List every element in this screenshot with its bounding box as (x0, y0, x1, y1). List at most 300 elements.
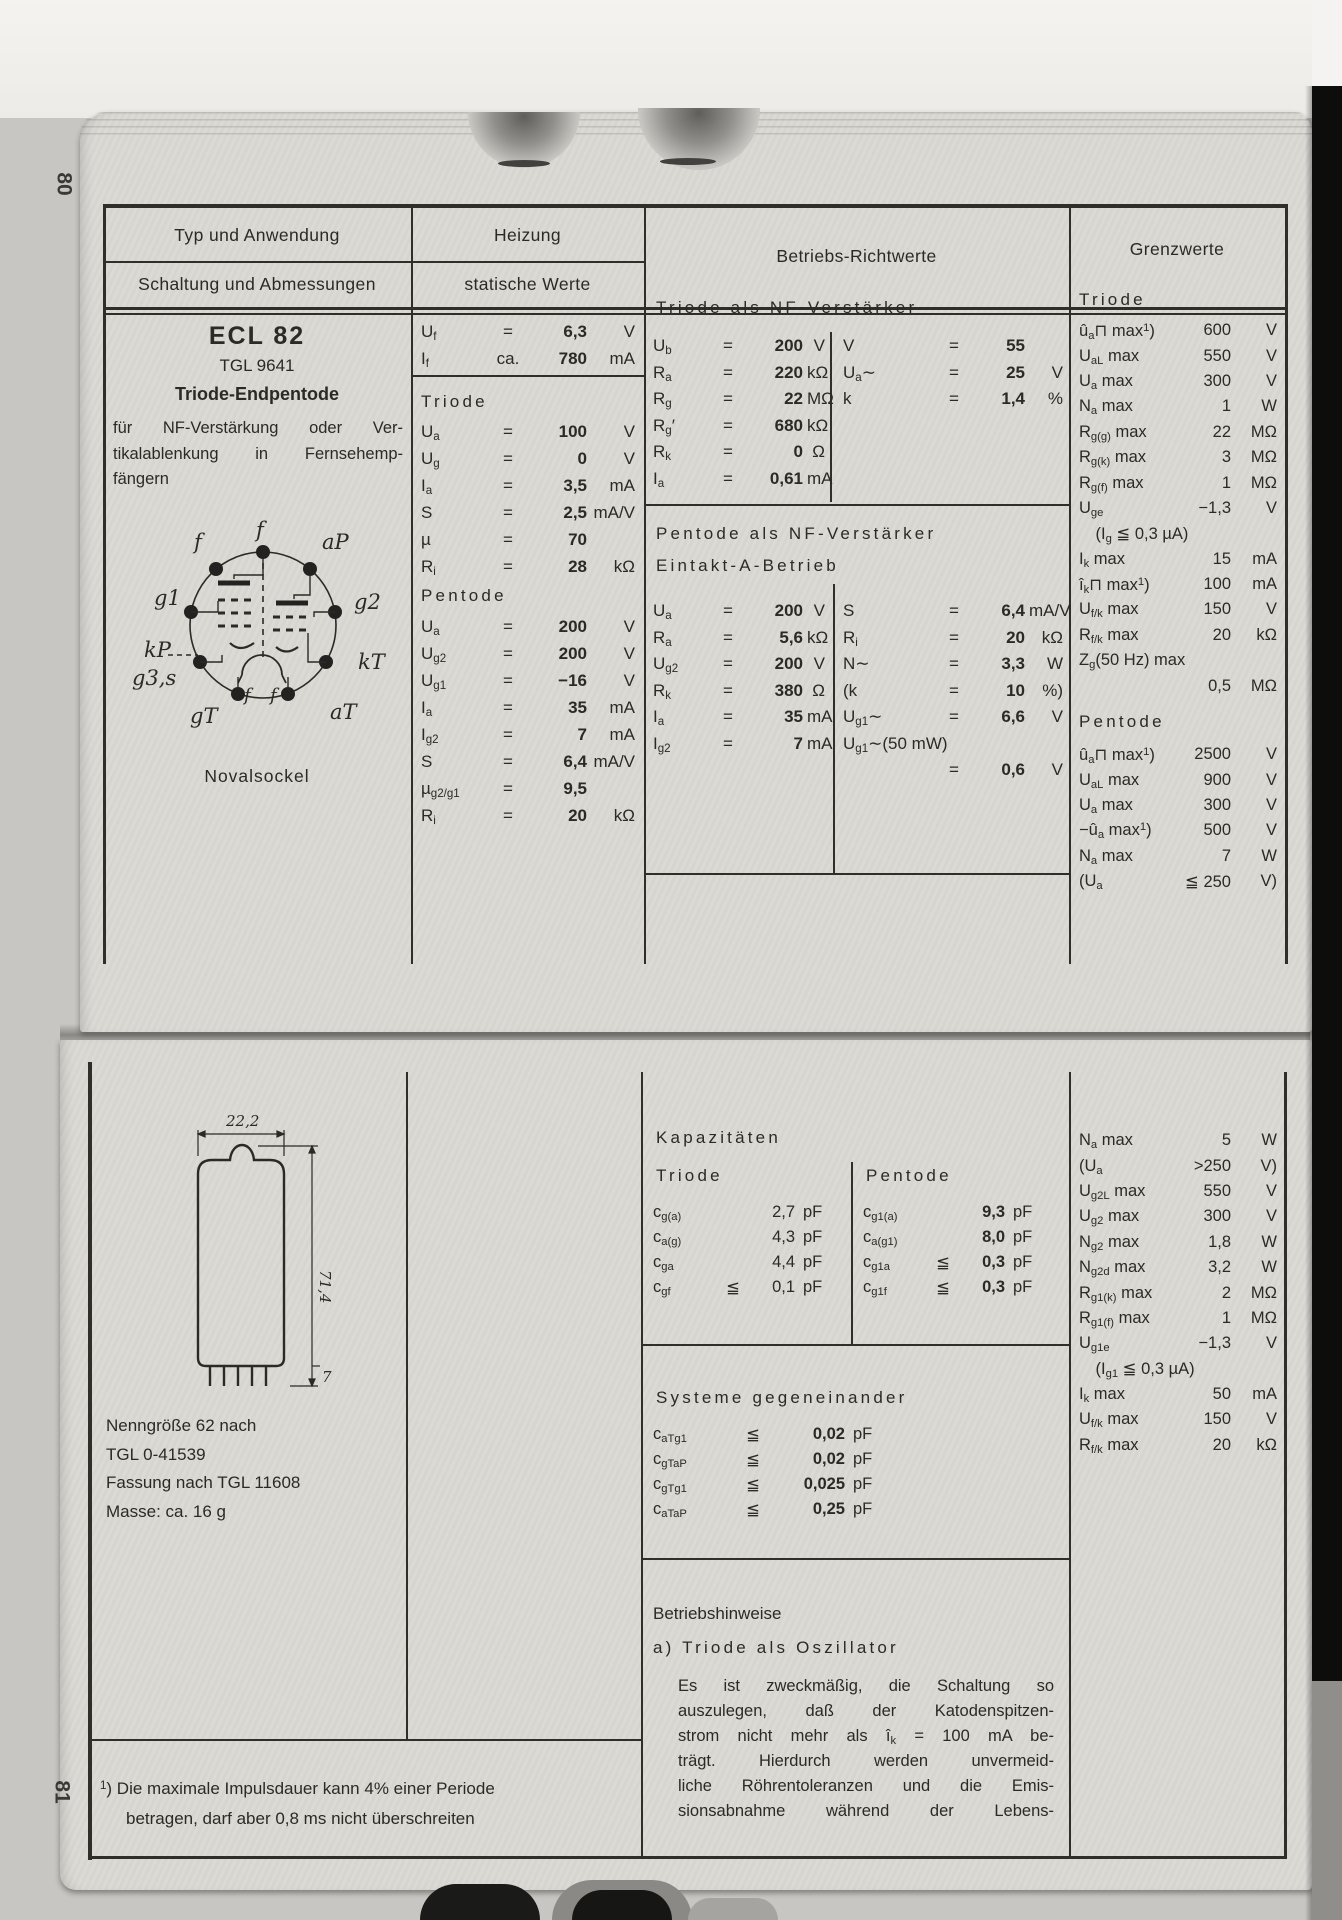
param-value: 0,61 (769, 468, 803, 488)
spec-row (1079, 318, 1277, 343)
pentode-nf-subtitle: Eintakt-A-Betrieb (656, 556, 839, 575)
spec-row (653, 386, 834, 413)
spec-row (653, 598, 825, 625)
param-value: 2,5 (563, 502, 587, 522)
param-value: 7 (793, 733, 803, 753)
nf-block-divider-2 (645, 873, 1069, 875)
param-label: S (843, 601, 855, 621)
param-label: $N_{g2}$ max (1079, 1232, 1140, 1253)
param-unit: kΩ (807, 627, 829, 647)
param-value: 22 (1212, 422, 1231, 441)
param-unit: kΩ (613, 556, 635, 576)
param-unit: W (1261, 1131, 1277, 1150)
spec-row (1079, 673, 1277, 698)
param-unit: Ω (812, 442, 825, 462)
param-value: 3,2 (1208, 1258, 1231, 1277)
grenzwerte-pentode-rows (1079, 742, 1277, 894)
param-unit: pF (1013, 1203, 1033, 1221)
text-line: TGL 0-41539 (106, 1444, 206, 1464)
param-label: $U_{g1e}$ (1079, 1334, 1110, 1355)
spec-row (1079, 470, 1277, 495)
param-relation: = (723, 442, 733, 462)
spec-row (1079, 1179, 1277, 1204)
spec-row (843, 731, 1063, 758)
spec-row (1079, 648, 1277, 673)
notch-shadow-right (660, 158, 716, 165)
spec-row (843, 704, 1063, 731)
param-label: $U_{aL}$ max (1079, 346, 1140, 367)
param-unit: kΩ (1256, 625, 1277, 644)
param-label: $R_{g(k)}$ max (1079, 448, 1147, 468)
param-unit: W (1261, 397, 1277, 416)
param-label: $c_{g(a)}$ (653, 1203, 682, 1223)
param-unit: kΩ (807, 362, 829, 382)
param-value: 0 (577, 448, 587, 468)
param-label: $U_a$ (421, 616, 440, 638)
param-label: (k (843, 680, 858, 700)
param-value: 0,02 (812, 1450, 845, 1468)
param-value: 300 (1203, 795, 1231, 814)
param-relation: = (949, 389, 959, 409)
kapazitaeten-pentode-rows (863, 1200, 1063, 1300)
param-label: µ (421, 529, 431, 549)
param-relation: = (949, 680, 959, 700)
param-unit: V (623, 670, 635, 690)
spec-row (421, 526, 635, 553)
tube-standard: TGL 9641 (219, 356, 295, 375)
param-label: $U_{g2}$ (421, 643, 447, 665)
spec-row (1079, 496, 1277, 521)
param-label: $U_{f/k}$ max (1079, 1410, 1139, 1431)
spec-row (653, 1447, 893, 1472)
param-unit: mA/V (593, 751, 635, 771)
param-unit: % (1047, 389, 1063, 409)
text-line: $^1$) Die maximale Impulsdauer kann 4% einer Periode (100, 1779, 495, 1798)
param-label: $N_a$ max (1079, 1131, 1133, 1151)
spec-row (653, 704, 833, 731)
spec-row (843, 598, 1071, 625)
param-value: 220 (774, 362, 803, 382)
spec-row (653, 731, 833, 758)
param-label: $R_{g(f)}$ max (1079, 473, 1144, 494)
footnote (100, 1774, 640, 1834)
notch-shadow-left (498, 160, 550, 167)
param-relation: = (723, 680, 733, 700)
param-value: 10 (1006, 680, 1025, 700)
param-label: $U_{g2}$ max (1079, 1207, 1140, 1228)
spec-row (653, 678, 825, 705)
pentode-nf-left (653, 598, 833, 757)
param-label: $c_{gTg1}$ (653, 1475, 687, 1495)
param-label: $I_a$ (421, 697, 433, 719)
spec-row (1079, 1357, 1277, 1382)
param-relation: ≦ (936, 1278, 950, 1297)
header-heizung: Heizung (493, 224, 561, 245)
spec-row (653, 360, 829, 387)
param-label: $R_a$ (653, 362, 672, 384)
param-unit: V (623, 421, 635, 441)
spec-row (1079, 343, 1277, 368)
spec-row (421, 472, 635, 499)
text-line: trägt. Hierdurch werden unvermeid- (678, 1752, 1054, 1770)
spec-row (843, 386, 1063, 413)
svg-text:gT: gT (190, 704, 218, 728)
param-relation: = (503, 670, 513, 690)
spec-row (863, 1225, 1063, 1250)
param-relation: = (503, 643, 513, 663)
grenzwerte-triode-title: Triode (1079, 290, 1146, 309)
param-label: $c_{aTaP}$ (653, 1500, 687, 1520)
param-value: 200 (558, 616, 587, 636)
param-unit: mA (609, 697, 635, 717)
pentode-static-values (421, 613, 635, 829)
page-edge-shadow (1305, 86, 1312, 1920)
param-unit: V (623, 321, 635, 341)
param-unit: kΩ (1256, 1435, 1277, 1454)
page-number-80: 80 (52, 172, 76, 196)
param-value: 0,5 (1208, 676, 1231, 695)
grenzwerte-continued-rows (1079, 1128, 1277, 1458)
table80-border-right (1285, 204, 1288, 964)
param-label: N∼ (843, 654, 870, 674)
param-label: $R_{g1(k)}$ max (1079, 1283, 1153, 1304)
param-value: 70 (568, 529, 587, 549)
param-value: 1,4 (1001, 389, 1025, 409)
param-value: −16 (558, 670, 587, 690)
param-label: $c_{ga}$ (653, 1253, 674, 1273)
param-value: 2,7 (772, 1203, 795, 1221)
param-value: 6,3 (563, 321, 587, 341)
text-line: für NF-Verstärkung oder Ver- (113, 419, 403, 437)
param-relation: ≦ (726, 1278, 740, 1297)
param-unit: V (1265, 1410, 1277, 1429)
param-unit: mA (609, 348, 635, 368)
param-value: 300 (1203, 371, 1231, 390)
svg-text:aT: aT (330, 700, 357, 724)
param-label: $c_{a(g1)}$ (863, 1228, 898, 1248)
param-unit: W (1261, 1232, 1277, 1251)
param-label: $û_a⊓$ $\max^1$) (1079, 321, 1155, 342)
param-unit: V (813, 336, 825, 356)
pentode-nf-right (843, 598, 1071, 784)
tube-description (113, 416, 403, 493)
betriebshinweise-title: Betriebshinweise (653, 1604, 782, 1623)
spec-row (1079, 1280, 1277, 1305)
triode-nf-right (843, 333, 1063, 413)
spec-row (1079, 767, 1277, 792)
param-relation: = (503, 421, 513, 441)
param-label: ($U_a$ (1079, 872, 1103, 892)
param-value: 6,4 (1001, 601, 1025, 621)
param-label: $R_{g(g)}$ max (1079, 422, 1147, 443)
nf-block-divider-1 (645, 504, 1069, 506)
param-relation: = (723, 362, 733, 382)
spec-row (843, 625, 1063, 652)
spec-row (863, 1200, 1063, 1225)
scanner-background-top (0, 0, 1342, 118)
param-unit: pF (803, 1203, 823, 1221)
spec-row (421, 318, 635, 345)
scan-edge-white (1312, 0, 1342, 86)
spec-row (863, 1275, 1063, 1300)
heizung-divider (412, 375, 644, 377)
param-value: ≦ 250 (1185, 872, 1231, 891)
param-relation: = (723, 468, 733, 488)
param-value: −1,3 (1198, 1334, 1231, 1353)
param-relation: = (503, 805, 513, 825)
table80-divider-col2 (644, 204, 646, 964)
spec-row (653, 1250, 841, 1275)
param-value: 7 (577, 724, 587, 744)
param-label: $c_{g1f}$ (863, 1278, 887, 1298)
param-value: 6,6 (1001, 707, 1025, 727)
param-label: $c_{gTaP}$ (653, 1450, 687, 1470)
param-unit: mA/V (593, 502, 635, 522)
param-value: 3,5 (563, 475, 587, 495)
param-value: 200 (774, 601, 803, 621)
param-label: $U_{ge}$ (1079, 498, 1104, 519)
param-value: 150 (1203, 600, 1231, 619)
param-relation: = (723, 627, 733, 647)
spec-row (1079, 1128, 1277, 1153)
param-unit: MΩ (807, 389, 834, 409)
param-unit: pF (853, 1450, 873, 1468)
svg-text:aP: aP (322, 530, 349, 554)
heizung-values (421, 318, 635, 372)
param-unit: mA (1252, 1385, 1277, 1404)
param-value: 7 (1221, 846, 1231, 865)
param-value: 35 (568, 697, 587, 717)
param-unit: V (1051, 707, 1063, 727)
spec-row (1079, 869, 1277, 894)
param-relation: ≦ (746, 1500, 760, 1519)
spec-row (1079, 1230, 1277, 1255)
param-label: $-û_a$ $\max^1$) (1079, 821, 1152, 842)
spec-row (653, 466, 833, 493)
svg-text:22,2: 22,2 (226, 1112, 260, 1130)
spec-row (421, 721, 635, 748)
param-value: 380 (774, 680, 803, 700)
spec-row (1079, 1331, 1277, 1356)
param-label: $U_a$ (653, 601, 672, 623)
param-relation: = (949, 601, 959, 621)
spec-row (653, 1497, 893, 1522)
param-unit: V (1265, 821, 1277, 840)
binding-shadow-3 (688, 1898, 778, 1920)
param-label: $R_k$ (653, 442, 672, 464)
param-value: >250 (1193, 1156, 1231, 1175)
svg-text:f: f (256, 518, 264, 542)
grenzwerte-pentode-title: Pentode (1079, 712, 1165, 731)
param-label: $U_{g2}$ (653, 654, 679, 676)
spec-row (1079, 742, 1277, 767)
param-value: 3,3 (1001, 654, 1025, 674)
param-value: 1 (1221, 473, 1231, 492)
param-unit: V (813, 601, 825, 621)
param-label: $U_{g1}\sim$ (843, 707, 883, 729)
table80-divider-col1 (411, 204, 413, 964)
param-unit: V (1051, 760, 1063, 780)
param-label: µ$_{g2/g1}$ (421, 778, 460, 800)
param-value: 550 (1203, 1181, 1231, 1200)
param-relation: = (503, 616, 513, 636)
param-label: $I_{g2}$ (421, 724, 439, 746)
table80-divider-col3 (1069, 204, 1071, 964)
param-relation: = (949, 760, 959, 780)
header-statische-werte: statische Werte (464, 273, 591, 294)
param-label: $c_{g1(a)}$ (863, 1203, 898, 1223)
kapazitaeten-triode-rows (653, 1200, 841, 1300)
param-value: 20 (568, 805, 587, 825)
kapazitaeten-pentode-title: Pentode (866, 1166, 952, 1185)
param-unit: pF (803, 1228, 823, 1246)
spec-row (653, 1472, 893, 1497)
param-unit: pF (853, 1425, 873, 1443)
param-value: 4,4 (772, 1253, 795, 1271)
spec-row (1079, 547, 1277, 572)
param-value: 3 (1221, 448, 1231, 467)
param-value: 15 (1212, 549, 1231, 568)
spec-row (421, 445, 635, 472)
spec-row (1079, 445, 1277, 470)
table81-divider-col3 (1069, 1072, 1071, 1856)
spec-row (421, 418, 635, 445)
param-relation: ≦ (746, 1450, 760, 1469)
param-relation: = (503, 475, 513, 495)
spec-row (421, 802, 635, 829)
socket-caption: Novalsockel (204, 766, 310, 786)
spec-row (653, 1225, 841, 1250)
param-unit: mA (1252, 575, 1277, 594)
param-unit: pF (853, 1475, 873, 1493)
tube-subtitle: Triode-Endpentode (175, 384, 339, 404)
param-unit: kΩ (613, 805, 635, 825)
table81-border-bottom (88, 1856, 1287, 1859)
param-value: 0,3 (982, 1278, 1005, 1296)
svg-text:71,4: 71,4 (316, 1270, 334, 1304)
param-unit: W (1046, 654, 1063, 674)
spec-row (843, 678, 1063, 705)
param-unit: V (623, 643, 635, 663)
param-label: $U_a\sim$ (843, 362, 876, 384)
spec-row (1079, 1306, 1277, 1331)
svg-text:f: f (194, 530, 202, 554)
param-label: $I_k$ max (1079, 1385, 1125, 1405)
param-unit: mA (1252, 549, 1277, 568)
kapazitaeten-triode-title: Triode (656, 1166, 723, 1185)
param-relation: ca. (496, 348, 520, 368)
spec-row (421, 775, 635, 802)
param-label: $U_{f/k}$ max (1079, 600, 1139, 621)
spec-row (843, 333, 1063, 360)
param-unit: mA (609, 475, 635, 495)
svg-text:g3,s: g3,s (132, 666, 177, 690)
spec-row (1079, 521, 1277, 546)
triode-static-values (421, 418, 635, 580)
param-unit: V (1265, 321, 1277, 340)
param-relation: = (723, 389, 733, 409)
param-label: $N_a$ max (1079, 846, 1133, 867)
param-relation: = (503, 502, 513, 522)
param-relation: = (503, 751, 513, 771)
param-label: ($U_a$ (1079, 1156, 1103, 1177)
param-label: $c_{a(g)}$ (653, 1228, 682, 1248)
param-label: $û_a⊓$ $\max^1$) (1079, 745, 1155, 766)
nf-inner-divider-2 (833, 584, 835, 873)
param-relation: = (949, 707, 959, 727)
text-line: Fassung nach TGL 11608 (106, 1473, 301, 1492)
spec-row (863, 1250, 1063, 1275)
spec-row (1079, 623, 1277, 648)
param-unit: V (1051, 362, 1063, 382)
kapazitaeten-title: Kapazitäten (656, 1128, 781, 1147)
param-label: $U_b$ (653, 336, 672, 358)
param-relation: = (503, 529, 513, 549)
param-unit: V (1265, 600, 1277, 619)
param-value: 5,6 (779, 627, 803, 647)
param-unit: mA (807, 468, 833, 488)
text-line: Nenngröße 62 nach (106, 1416, 257, 1435)
param-value: 1,8 (1208, 1232, 1231, 1251)
text-line: betragen, darf aber 0,8 ms nicht überschreiten (126, 1809, 475, 1828)
svg-text:g2: g2 (354, 590, 381, 614)
text-line: liche Röhrentoleranzen und die Emis- (678, 1777, 1054, 1795)
param-label: $U_{g1}\sim(50$ mW) (843, 733, 948, 755)
kapazitaeten-divider (641, 1344, 1069, 1346)
param-value: 55 (1006, 336, 1025, 356)
param-label: $U_a$ max (1079, 795, 1133, 816)
param-value: 6,4 (563, 751, 587, 771)
param-unit: pF (803, 1278, 823, 1296)
param-label: ($I_{g1}$ ≦ 0,3 µA) (1079, 1360, 1195, 1380)
spec-row (1079, 1407, 1277, 1432)
tube-outline-drawing (150, 1104, 360, 1404)
spec-row (1079, 572, 1277, 597)
param-relation: = (503, 448, 513, 468)
spec-row (653, 651, 825, 678)
param-value: 0,6 (1001, 760, 1025, 780)
table80-border-left (103, 204, 106, 964)
table81-divider-col1 (406, 1072, 408, 1741)
spec-row (1079, 818, 1277, 843)
svg-text:f: f (244, 685, 251, 706)
param-value: 4,3 (772, 1228, 795, 1246)
param-value: 8,0 (982, 1228, 1005, 1246)
param-unit: V (1265, 745, 1277, 764)
param-value: 2500 (1194, 745, 1231, 764)
param-unit: V (1265, 770, 1277, 789)
table81-divider-col2 (641, 1072, 643, 1856)
svg-text:kP: kP (144, 638, 171, 662)
param-label: $î_k⊓$ $\max^1$) (1079, 575, 1150, 596)
param-relation: = (949, 654, 959, 674)
scan-edge-gray-band (1312, 1681, 1342, 1920)
oszillator-paragraph (678, 1674, 1054, 1824)
param-value: 9,5 (563, 778, 587, 798)
spec-row (1079, 597, 1277, 622)
spec-row (1079, 1255, 1277, 1280)
param-unit: mA (609, 724, 635, 744)
param-label: $I_k$ max (1079, 549, 1125, 570)
param-relation: = (723, 707, 733, 727)
text-line: Masse: ca. 16 g (106, 1501, 227, 1521)
param-unit: pF (1013, 1228, 1033, 1246)
param-relation: = (723, 415, 733, 435)
spec-row (421, 499, 635, 526)
param-value: 200 (774, 336, 803, 356)
param-unit: V (813, 654, 825, 674)
socket-diagram (118, 505, 398, 755)
